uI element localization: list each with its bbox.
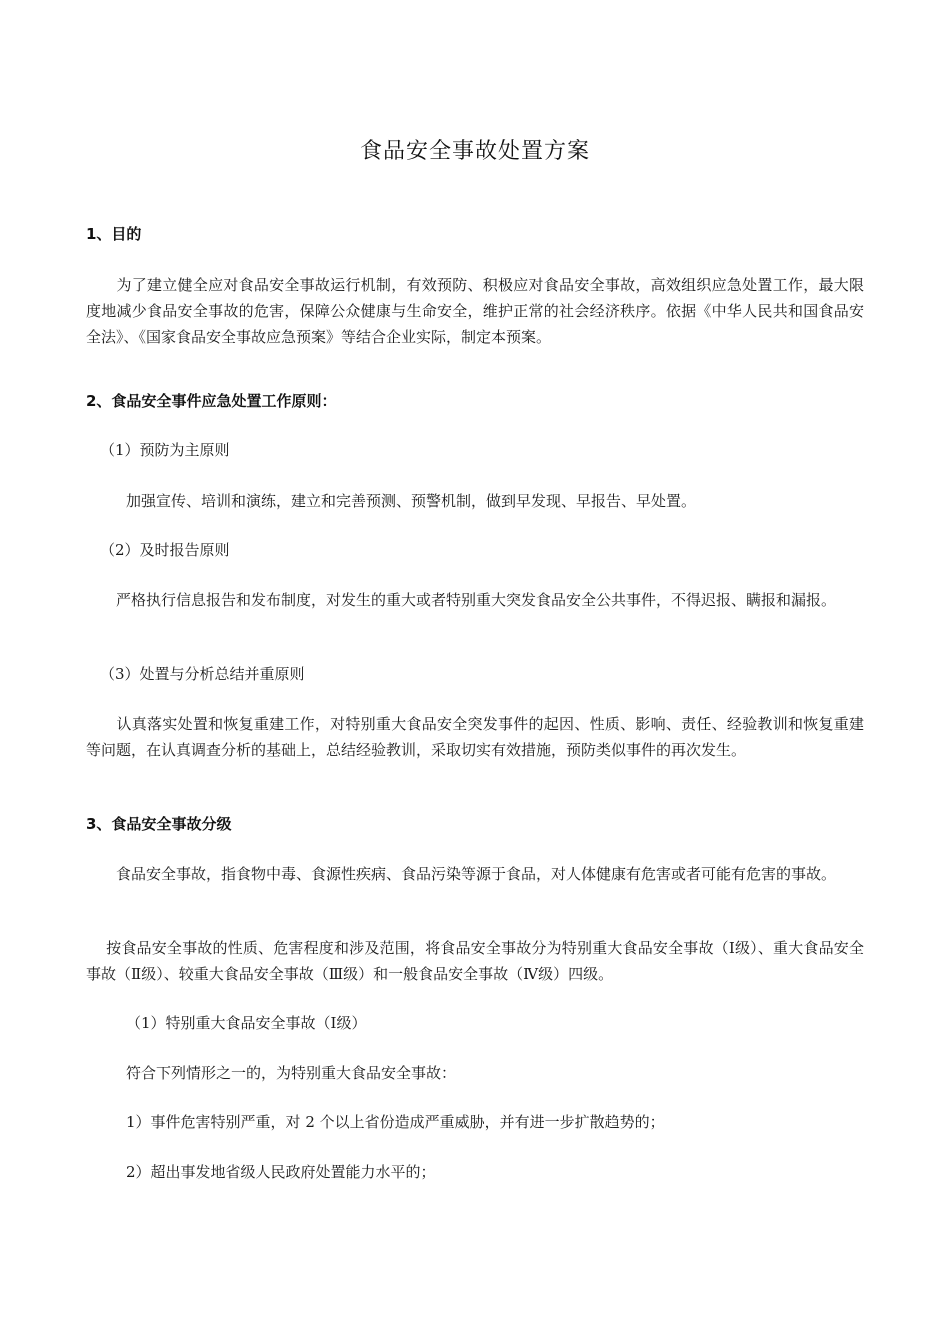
- purpose-paragraph: 为了建立健全应对食品安全事故运行机制，有效预防、积极应对食品安全事故，高效组织应急处置工作，最大限度地减少食品安全事故的危害，保障公众健康与生命安全，维护正常的社会经济秩序。依据《中华人民共和国食品安全法》、《国家食品安全事故应急预案》等结合企业实际，制定本预案。: [86, 276, 864, 346]
- principle-2-text: 严格执行信息报告和发布制度，对发生的重大或者特别重大突发食品安全公共事件，不得迟报、瞒报和漏报。: [86, 591, 837, 609]
- classification-levels: 按食品安全事故的性质、危害程度和涉及范围，将食品安全事故分为特别重大食品安全事故（Ⅰ级）、重大食品安全事故（Ⅱ级）、较重大食品安全事故（Ⅲ级）和一般食品安全事故（Ⅳ级）四级。: [86, 939, 864, 983]
- section-heading-principles: 2、食品安全事件应急处置工作原则：: [86, 392, 337, 410]
- principle-1-text: 加强宣传、培训和演练，建立和完善预测、预警机制，做到早发现、早报告、早处置。: [126, 492, 697, 510]
- principle-3-title: （3）处置与分析总结并重原则: [100, 665, 305, 683]
- principle-3-text: 认真落实处置和恢复重建工作，对特别重大食品安全突发事件的起因、性质、影响、责任、经验教训和恢复重建等问题，在认真调查分析的基础上，总结经验教训，采取切实有效措施，预防类似事件的再次发生。: [86, 715, 864, 759]
- section-heading-purpose: 1、目的: [86, 225, 142, 243]
- level-1-title: （1）特别重大食品安全事故（Ⅰ级）: [126, 1014, 367, 1032]
- level-1-item-2: 2）超出事发地省级人民政府处置能力水平的；: [126, 1163, 436, 1181]
- principle-2-title: （2）及时报告原则: [100, 541, 230, 559]
- section-heading-classification: 3、食品安全事故分级: [86, 815, 232, 833]
- level-1-intro: 符合下列情形之一的，为特别重大食品安全事故：: [126, 1064, 457, 1082]
- page-title: 食品安全事故处置方案: [359, 139, 590, 164]
- classification-definition: 食品安全事故，指食物中毒、食源性疾病、食品污染等源于食品，对人体健康有危害或者可能有危害的事故。: [86, 865, 837, 883]
- level-1-item-1: 1）事件危害特别严重，对 2 个以上省份造成严重威胁，并有进一步扩散趋势的；: [126, 1113, 665, 1131]
- principle-1-title: （1）预防为主原则: [100, 441, 230, 459]
